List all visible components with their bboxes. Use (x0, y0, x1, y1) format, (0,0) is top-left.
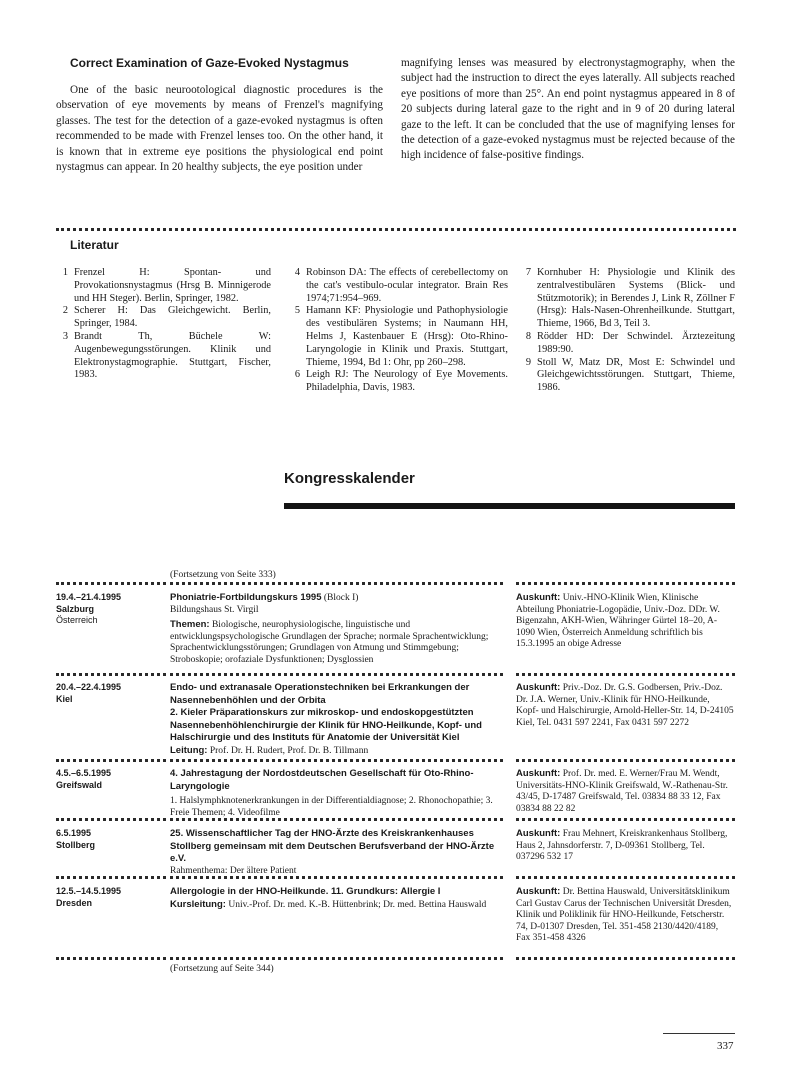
dotted-divider (516, 582, 735, 585)
dotted-divider (56, 673, 166, 676)
abstract-text-right: magnifying lenses was measured by electronystagmography, when the subject had the instruction to direct the eyes laterally. All subjects reached eye positions of more than 25°. An end point nystagmus appeared in 8 of 20 subjects during lateral gaze to the right and in 9 of 20 during lateral gaze to the left. It can be concluded that the use of magnifying lenses for the detection of a gaze-evoked nystagmus must be rejected because of the high incidence of false-positive findings. (401, 57, 735, 162)
abstract-title: Correct Examination of Gaze-Evoked Nystagmus (70, 56, 349, 70)
event-details: Phoniatrie-Fortbildungskurs 1995 (Block I) Bildungshaus St. Virgil Themen: Biologische, neurophysiologische, linguistische und entwicklungspsychologische Grundlagen der Sprache; normale Sprachentwicklung; Sprachentwicklungsstörungen; Grundlagen von Atmung und Stimmgebung; Stroboskopie; orofaziale Dysfunktionen; Dysglossien (170, 592, 489, 665)
reference-item: 4 Robinson DA: The effects of cerebellectomy on the cat's vestibulo-ocular integrator. Brain Res 1974;71:954–969. (294, 267, 508, 304)
dotted-divider (170, 673, 503, 676)
dotted-divider (516, 818, 735, 821)
reference-item: 1 Frenzel H: Spontan- und Provokationsnystagmus (Hrsg B. Minnigerode und HH Steger). Berlin, Springer, 1982. (62, 267, 271, 304)
calendar-heading-bar (284, 503, 735, 509)
dotted-divider (56, 957, 166, 960)
dotted-divider (56, 818, 166, 821)
dotted-divider (56, 228, 736, 231)
reference-item: 5 Hamann KF: Physiologie und Pathophysiologie des vestibulären Systems; in Naumann HH, Helms J, Kastenbauer E (Hrsg): Oto-Rhino-Laryngologie in Klinik und Praxis. Stuttgart, Thieme, 1994, Bd 1: Ohr, pp 260–298. (294, 305, 508, 368)
event-date-block: 20.4.–22.4.1995 Kiel (56, 682, 122, 704)
event-details: Allergologie in der HNO-Heilkunde. 11. Grundkurs: Allergie I Kursleitung: Univ.-Prof. Dr. med. K.-B. Hüttenbrink; Dr. med. Bettina Hauswald (170, 886, 487, 910)
event-date-block: 6.5.1995 Stollberg (56, 828, 96, 850)
event-info: Auskunft: Prof. Dr. med. E. Werner/Frau M. Wendt, Universitäts-HNO-Klinik Greifswald, W.-Rathenau-Str. 43/45, D-17487 Greifswald, Tel. 03834 88 33 12, Fax 03834 88 22 82 (516, 768, 728, 814)
dotted-divider (56, 582, 166, 585)
event-details: 4. Jahrestagung der Nordostdeutschen Gesellschaft für Oto-Rhino-Laryngologie 1. Halslymphknotenerkrankungen in der Differentialdiagnose; 2. Rhonochopathie; 3. Freie Themen; 4. Videofilme (170, 768, 493, 818)
event-date-block: 4.5.–6.5.1995 Greifswald (56, 768, 112, 790)
dotted-divider (516, 957, 735, 960)
page-number: 337 (717, 1040, 734, 1052)
event-date-block: 19.4.–21.4.1995 Salzburg Österreich (56, 592, 122, 625)
reference-column-3 (519, 267, 735, 395)
reference-item: 8 Rödder HD: Der Schwindel. Ärztezeitung 1989:90. (525, 330, 735, 355)
event-info: Auskunft: Dr. Bettina Hauswald, Universitätsklinikum Carl Gustav Carus der Technischen Universität Dresden, Klinik und Poliklinik für HNO-Heilkunde, Fetscherstr. 74, D-01307 Dresden, Tel. 351-458 2130/4420/4189, Fax 351-458 4326 (516, 886, 732, 943)
dotted-divider (170, 957, 503, 960)
reference-item: 6 Leigh RJ: The Neurology of Eye Movements. Philadelphia, Davis, 1983. (294, 369, 508, 394)
calendar-heading: Kongresskalender (284, 470, 415, 487)
event-info: Auskunft: Frau Mehnert, Kreiskrankenhaus Stollberg, Haus 2, Jahnsdorferstr. 7, D-09361 Stollberg, Tel. 037296 532 17 (516, 828, 728, 862)
continued-to-note: (Fortsetzung auf Seite 344) (170, 964, 274, 974)
reference-item: 3 Brandt Th, Büchele W: Augenbewegungsstörungen. Klinik und Elektronystagmographie. Stuttgart, Fischer, 1983. (62, 330, 271, 381)
dotted-divider (516, 673, 735, 676)
reference-item: 9 Stoll W, Matz DR, Most E: Schwindel und Gleichgewichtsstörungen. Stuttgart, Thieme, 1986. (525, 356, 735, 394)
event-date-block: 12.5.–14.5.1995 Dresden (56, 886, 122, 908)
reference-item: 7 Kornhuber H: Physiologie und Klinik des zentralvestibulären Systems (Blick- und Stützmotorik); in Berendes J, Link R, Zöllner F (Hrsg): Hals-Nasen-Ohrenheilkunde. Stuttgart, Thieme, 1966, Bd 3, Teil 3. (525, 267, 735, 330)
event-details: 25. Wissenschaftlicher Tag der HNO-Ärzte des Kreiskrankenhauses Stollberg gemeinsam mit dem Deutschen Berufsverband der HNO-Ärzte e.V. Rahmenthema: Der ältere Patient (170, 828, 495, 876)
event-details: Endo- und extranasale Operationstechniken bei Erkrankungen der Nasennebenhöhlen und der Orbita 2. Kieler Präparationskurs zur mikroskop- und endoskopgestützten Nasennebenhöhlenchirurgie der Klinik für HNO-Heilkunde, Kopf- und Halschirurgie und des Instituts für Anatomie der Universität Kiel Leitung: Prof. Dr. H. Rudert, Prof. Dr. B. Tillmann (170, 682, 482, 756)
event-info: Auskunft: Univ.-HNO-Klinik Wien, Klinische Abteilung Phoniatrie-Logopädie, Univ.-Doz. DDr. W. Bigenzahn, AKH-Wien, Währinger Gürtel 18–20, A-1090 Wien, Österreich Anmeldung schriftlich bis 15.3.1995 an obige Adresse (516, 592, 720, 649)
event-info: Auskunft: Priv.-Doz. Dr. G.S. Godbersen, Priv.-Doz. Dr. J.A. Werner, Univ.-Klinik für HNO-Heilkunde, Kopf- und Halschirurgie, Arnold-Heller-Str. 14, D-24105 Kiel, Tel. 0431 597 2241, Fax 0431 597 2272 (516, 682, 734, 728)
reference-column-2 (288, 267, 508, 395)
literature-heading: Literatur (70, 238, 119, 252)
dotted-divider (56, 759, 166, 762)
dotted-divider (56, 876, 166, 879)
dotted-divider (516, 876, 735, 879)
dotted-divider (516, 759, 735, 762)
abstract-text-left: One of the basic neurootological diagnostic procedures is the observation of eye movements by means of Frenzel's magnifying glasses. The test for the detection of a gaze-evoked nystagmus is often recommended to be made with Frenzel lenses too. On the other hand, it is known that in extreme eye positions the physiological end point nystagmus can appear. In 20 healthy subjects, the eye position under (56, 84, 383, 174)
reference-column-1 (56, 267, 271, 382)
footer-rule (663, 1033, 735, 1034)
dotted-divider (170, 759, 503, 762)
dotted-divider (170, 582, 503, 585)
reference-item: 2 Scherer H: Das Gleichgewicht. Berlin, Springer, 1984. (62, 305, 271, 330)
continued-from-note: (Fortsetzung von Seite 333) (170, 570, 276, 580)
